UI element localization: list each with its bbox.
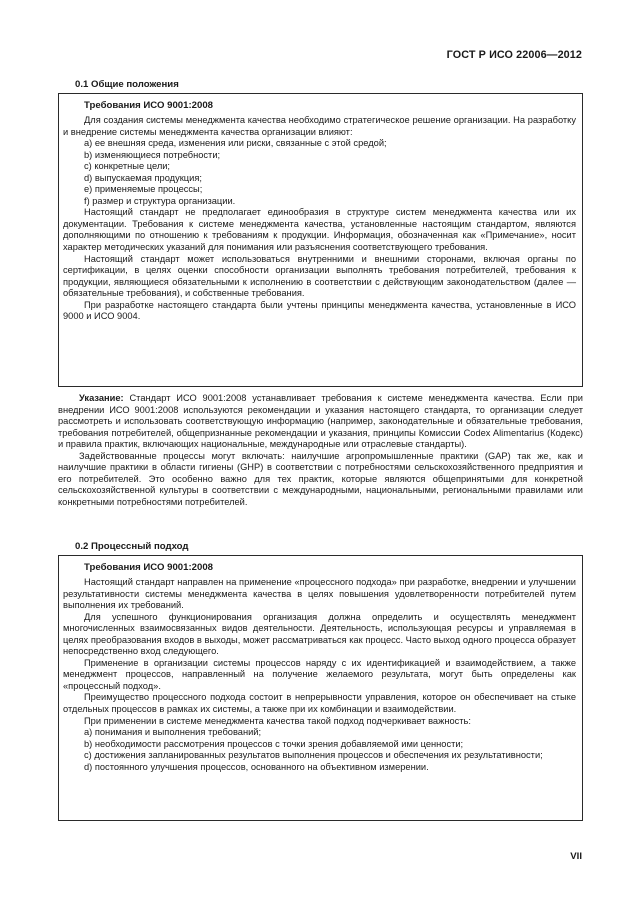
- paragraph: Преимущество процессного подхода состоит в непрерывности управления, которое он обеспечивает на стыке отдельных процессов в рамках их системы, а также при их комбинации и взаимодействии.: [63, 692, 576, 715]
- box-title: Требования ИСО 9001:2008: [84, 562, 214, 573]
- paragraph: Настоящий стандарт может использоваться внутренними и внешними сторонами, включая органы по сертификации, в целях оценки способности организации выполнять требования потребителей, требования к продукции, являющиеся обязательными к исполнению в соответствии с действующим законодательством (далее — обязательные требования), и собственные требования.: [63, 253, 576, 299]
- guidance-paragraph: [58, 393, 583, 451]
- guidance-label: Указание:: [79, 393, 124, 403]
- list-item: a) ее внешняя среда, изменения или риски, связанные с этой средой;: [84, 138, 387, 149]
- paragraph: Настоящий стандарт направлен на применение «процессного подхода» при разработке, внедрении и улучшении результативности системы менеджмента качества в целях повышения удовлетворенности потребителей путем выполнения их требований.: [63, 577, 576, 611]
- list-item: d) постоянного улучшения процессов, основанного на объективном измерении.: [84, 761, 429, 772]
- list-item: b) изменяющиеся потребности;: [84, 149, 221, 160]
- paragraph: При применении в системе менеджмента качества такой подход подчеркивает важность:: [84, 715, 471, 726]
- paragraph: Задействованные процессы могут включать: наилучшие агропромышленные практики (GAP) так же, как и наилучшие практики в области гигиены (GHP) в соответствии с потребностями сельскохозяйственного предприятия и его потребителей. Это особенно важно для тех практик, которые являются общепринятыми для конкретной сельскохозяйственной культуры в соответствии с международными, национальными, региональными правилами или конкретными потребностями потребителей.: [58, 450, 583, 507]
- guidance-text: Стандарт ИСО 9001:2008 устанавливает требования к системе менеджмента качества. Если при внедрении ИСО 9001:2008 используются рекомендации и указания настоящего стандарта, то организации следует рассмотреть и использовать соответствующую информацию (например, законодательные и обязательные требования, требования потребителей, общепризнанные рекомендации и указания, принципы Комиссии Codex Alimentarius (Кодекс) и правила практик, включающих национальные, международные или отраслевые стандарты).: [58, 393, 583, 450]
- list-item: b) необходимости рассмотрения процессов с точки зрения добавляемой ими ценности;: [84, 738, 464, 749]
- requirements-box-general: [58, 93, 583, 387]
- paragraph: Настоящий стандарт не предполагает единообразия в структуре систем менеджмента качества или их документации. Требования к системе менеджмента качества, установленные настоящим стандартом, являются дополняющими по отношению к требованиям к продукции. Информация, обозначенная как «Примечание», носит характер методических указаний для понимания или разъяснения соответствующего требования.: [63, 207, 576, 253]
- guidance-block: [58, 393, 583, 508]
- section-title-process: 0.2 Процессный подход: [75, 541, 189, 552]
- box-title: Требования ИСО 9001:2008: [84, 100, 214, 111]
- paragraph: При разработке настоящего стандарта были учтены принципы менеджмента качества, установленные в ИСО 9000 и ИСО 9004.: [63, 299, 576, 322]
- document-code: ГОСТ Р ИСО 22006—2012: [446, 49, 582, 61]
- page-number: VII: [570, 851, 582, 862]
- list-item: f) размер и структура организации.: [84, 195, 236, 206]
- list-item: c) конкретные цели;: [84, 161, 171, 172]
- paragraph: Для создания системы менеджмента качества необходимо стратегическое решение организации. На разработку и внедрение системы менеджмента качества организации влияют:: [63, 115, 576, 137]
- list-item: c) достижения запланированных результатов выполнения процессов и обеспечения их результативности;: [84, 750, 543, 761]
- list-item: e) применяемые процессы;: [84, 184, 203, 195]
- requirements-box-process: [58, 555, 583, 821]
- paragraph: Для успешного функционирования организация должна определить и осуществлять менеджмент многочисленных взаимосвязанных видов деятельности. Деятельность, использующая ресурсы и управляемая в целях преобразования входов в выходы, может рассматриваться как процесс. Часто выход одного процесса образует непосредственно вход следующего.: [63, 611, 576, 657]
- paragraph: Применение в организации системы процессов наряду с их идентификацией и взаимодействием, а также менеджмент процессов, направленный на получение желаемого результата, могут быть определены как «процессный подход».: [63, 657, 576, 691]
- section-title-general: 0.1 Общие положения: [75, 79, 179, 90]
- list-item: a) понимания и выполнения требований;: [84, 727, 262, 738]
- list-item: d) выпускаемая продукция;: [84, 172, 202, 183]
